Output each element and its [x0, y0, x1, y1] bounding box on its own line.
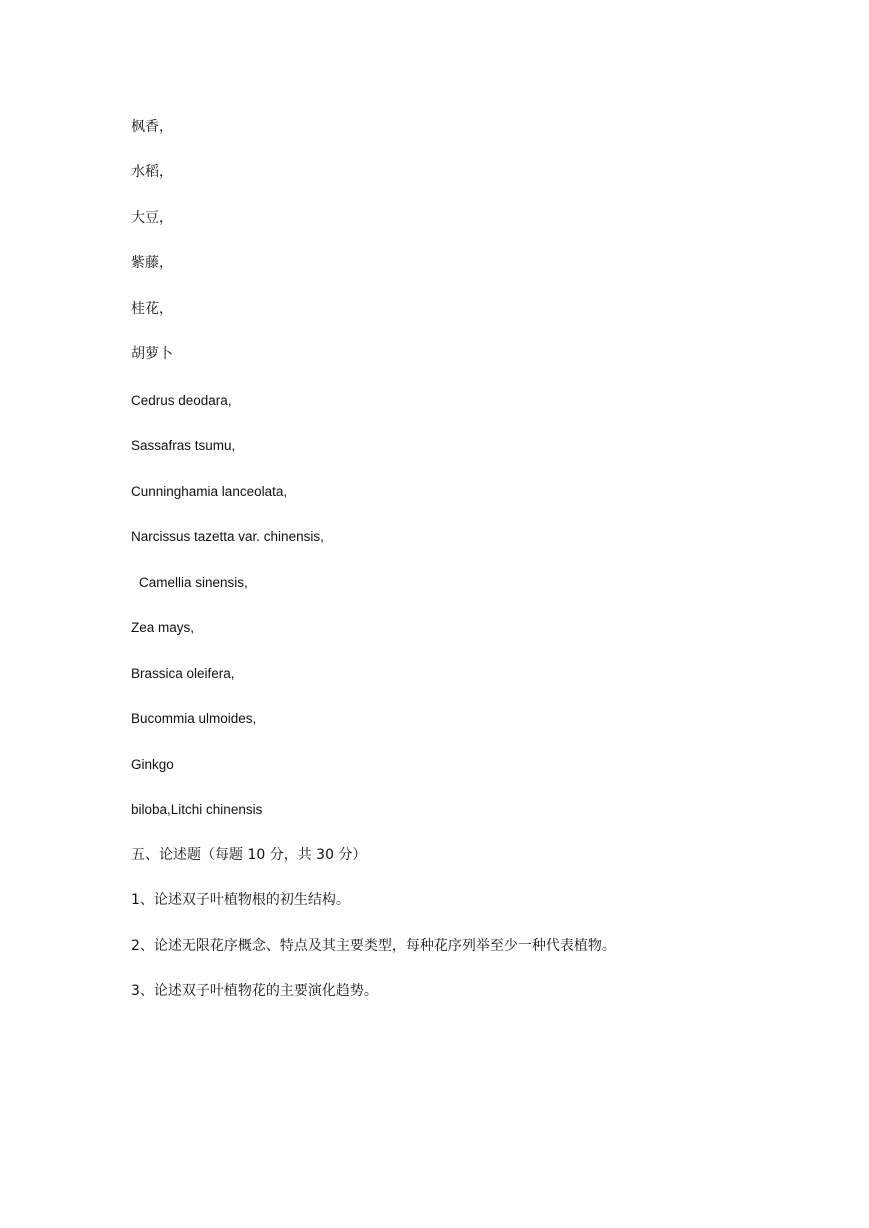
latin-name-9: Ginkgo [131, 757, 174, 772]
latin-name-1: Cedrus deodara, [131, 393, 232, 408]
latin-name-7: Brassica oleifera, [131, 666, 235, 681]
latin-name-2: Sassafras tsumu, [131, 438, 236, 453]
chinese-name-2: 水稻， [131, 164, 173, 180]
section-heading: 五、论述题（每题 10 分，共 30 分） [131, 847, 367, 863]
chinese-name-5: 桂花， [131, 301, 173, 317]
latin-name-6: Zea mays, [131, 620, 195, 635]
latin-name-4: Narcissus tazetta var. chinensis, [131, 529, 324, 544]
chinese-name-3: 大豆， [131, 210, 173, 226]
latin-name-3: Cunninghamia lanceolata, [131, 484, 288, 499]
question-3: 3、论述双子叶植物花的主要演化趋势。 [131, 983, 378, 999]
question-1: 1、论述双子叶植物根的初生结构。 [131, 892, 350, 908]
latin-name-8: Bucommia ulmoides, [131, 711, 257, 726]
question-2: 2、论述无限花序概念、特点及其主要类型，每种花序列举至少一种代表植物。 [131, 938, 616, 954]
chinese-name-4: 紫藤， [131, 255, 173, 271]
latin-name-5: Camellia sinensis, [139, 575, 248, 590]
chinese-name-6: 胡萝卜 [131, 346, 173, 362]
chinese-name-1: 枫香， [131, 119, 173, 135]
latin-name-10: biloba,Litchi chinensis [131, 802, 263, 817]
